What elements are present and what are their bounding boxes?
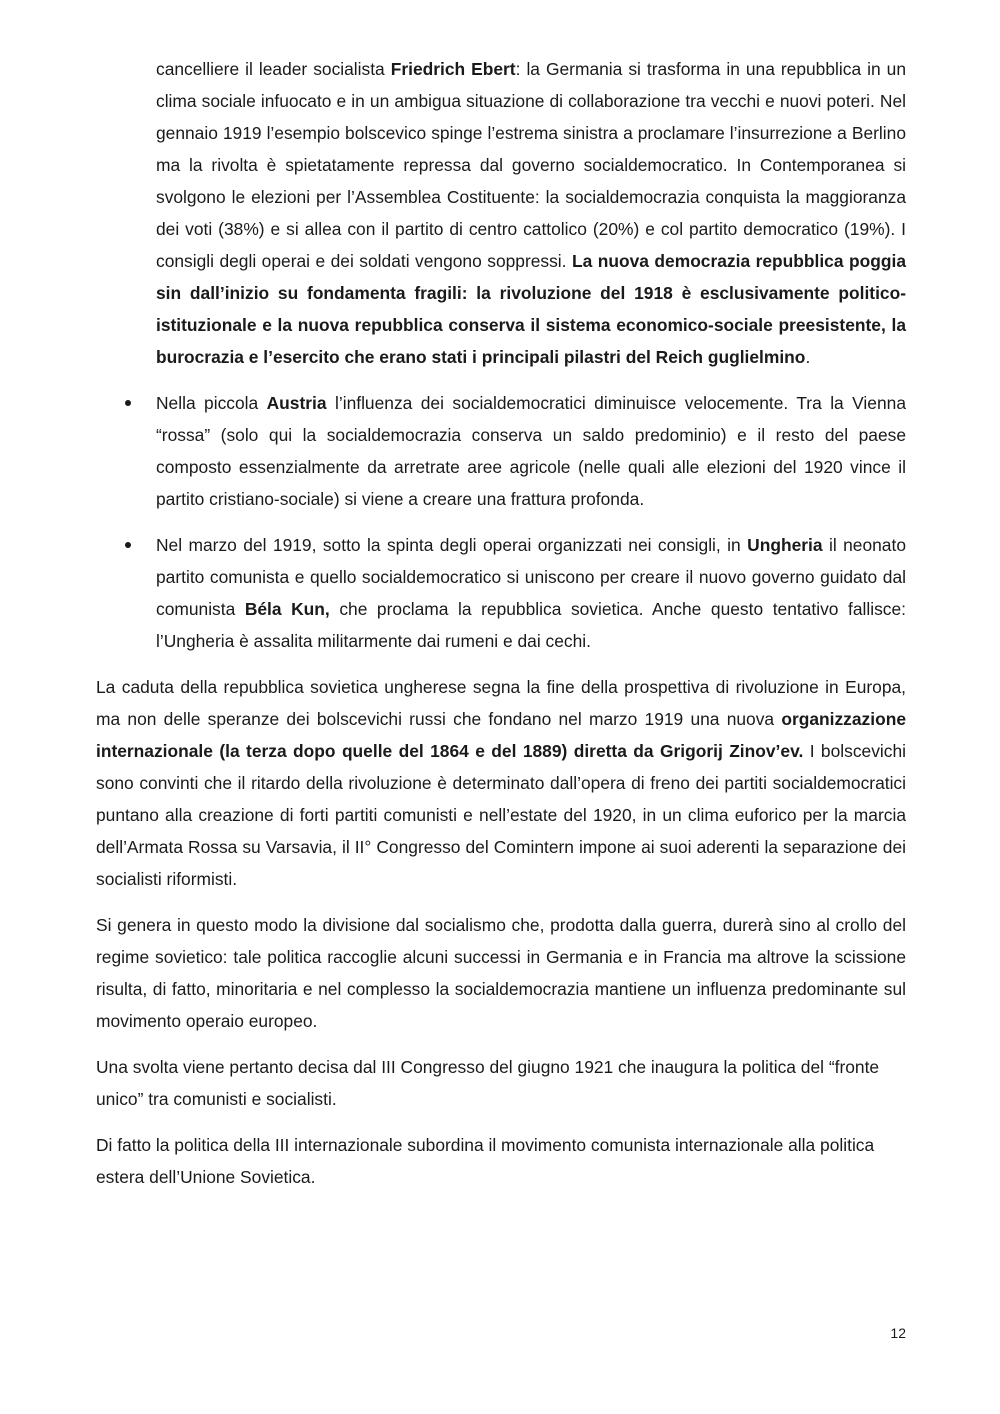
bold-statement-comintern: organizzazione internazionale (la terza dopo quelle del 1864 e del 1889) diretta da Grigorij Zinov’ev. xyxy=(96,709,906,761)
text-run: : la Germania si trasforma in una repubblica in un clima sociale infuocato e in un ambigua situazione di collaborazione tra vecchi e nuovi poteri. Nel gennaio 1919 l’esempio bolscevico spinge l’estrema sinistra a proclamare l’insurrezione a Berlino ma la rivolta è spietatamente repressa dal governo socialdemocratico. In Contemporanea si svolgono le elezioni per l’Assemblea Costituente: la socialdemocrazia conquista la maggioranza dei voti (38%) e si allea con il partito di centro cattolico (20%) e col partito democratico (19%). I consigli degli operai e dei soldati vengono soppressi. xyxy=(156,59,907,271)
bullet-dot-icon xyxy=(125,400,131,406)
bold-name-ungheria: Ungheria xyxy=(747,535,823,555)
bullet-list xyxy=(96,387,906,657)
text-run: il neonato partito comunista e quello socialdemocratico si uniscono per creare il nuovo governo guidato dal comunista xyxy=(156,535,906,619)
bullet-text-ungheria xyxy=(156,529,906,657)
text-run: l’influenza dei socialdemocratici diminuisce velocemente. Tra la Vienna “rossa” (solo qui la socialdemocrazia conserva un saldo predominio) e il resto del paese composto essenzialmente da arretrate aree agricole (nelle quali alle elezioni del 1920 vince il partito cristiano-sociale) si viene a creare una frattura profonda. xyxy=(156,393,906,509)
page-number: 12 xyxy=(890,1325,906,1341)
bold-name-austria: Austria xyxy=(266,393,327,413)
text-run: cancelliere il leader socialista xyxy=(156,59,391,79)
text-run: Nella piccola xyxy=(156,393,267,413)
bullet-text-austria xyxy=(156,387,906,515)
paragraph-conclusione: Di fatto la politica della III internazionale subordina il movimento comunista internazionale alla politica estera dell’Unione Sovietica. xyxy=(96,1135,875,1187)
paragraph-comintern xyxy=(96,671,906,895)
bold-name-ebert: Friedrich Ebert xyxy=(390,59,516,79)
document-page xyxy=(96,53,906,1193)
bullet-item-austria xyxy=(96,387,906,515)
bold-name-bela-kun: Béla Kun, xyxy=(244,599,330,619)
text-run: che proclama la repubblica sovietica. Anche questo tentativo fallisce: l’Ungheria è assalita militarmente dai rumeni e dai cechi. xyxy=(156,599,906,651)
paragraph-svolta: Una svolta viene pertanto decisa dal III Congresso del giugno 1921 che inaugura la politica del “fronte unico” tra comunisti e socialisti. xyxy=(96,1057,880,1109)
bullet-dot-icon xyxy=(125,542,131,548)
paragraph-germany-continuation xyxy=(96,53,906,373)
bullet-item-ungheria xyxy=(96,529,906,657)
paragraph-divisione: Si genera in questo modo la divisione dal socialismo che, prodotta dalla guerra, durerà sino al crollo del regime sovietico: tale politica raccoglie alcuni successi in Germania e in Francia ma altrove la scissione risulta, di fatto, minoritaria e nel complesso la socialdemocrazia mantiene un influenza predominante sul movimento operaio europeo. xyxy=(96,915,906,1031)
text-run: I bolscevichi sono convinti che il ritardo della rivoluzione è determinato dall’opera di freno dei partiti socialdemocratici puntano alla creazione di forti partiti comunisti e nell’estate del 1920, in un clima euforico per la marcia dell’Armata Rossa su Varsavia, il II° Congresso del Comintern impone ai suoi aderenti la separazione dei socialisti riformisti. xyxy=(96,741,906,889)
text-run: Nel marzo del 1919, sotto la spinta degli operai organizzati nei consigli, in xyxy=(156,535,748,555)
text-run: La caduta della repubblica sovietica ungherese segna la fine della prospettiva di rivoluzione in Europa, ma non delle speranze dei bolscevichi russi che fondano nel marzo 1919 una nuova xyxy=(96,677,906,729)
text-run: . xyxy=(805,347,811,367)
bold-statement-weimar: La nuova democrazia repubblica poggia sin dall’inizio su fondamenta fragili: la rivoluzione del 1918 è esclusivamente politico-istituzionale e la nuova repubblica conserva il sistema economico-sociale preesistente, la burocrazia e l’esercito che erano stati i principali pilastri del Reich guglielmino xyxy=(156,251,906,367)
